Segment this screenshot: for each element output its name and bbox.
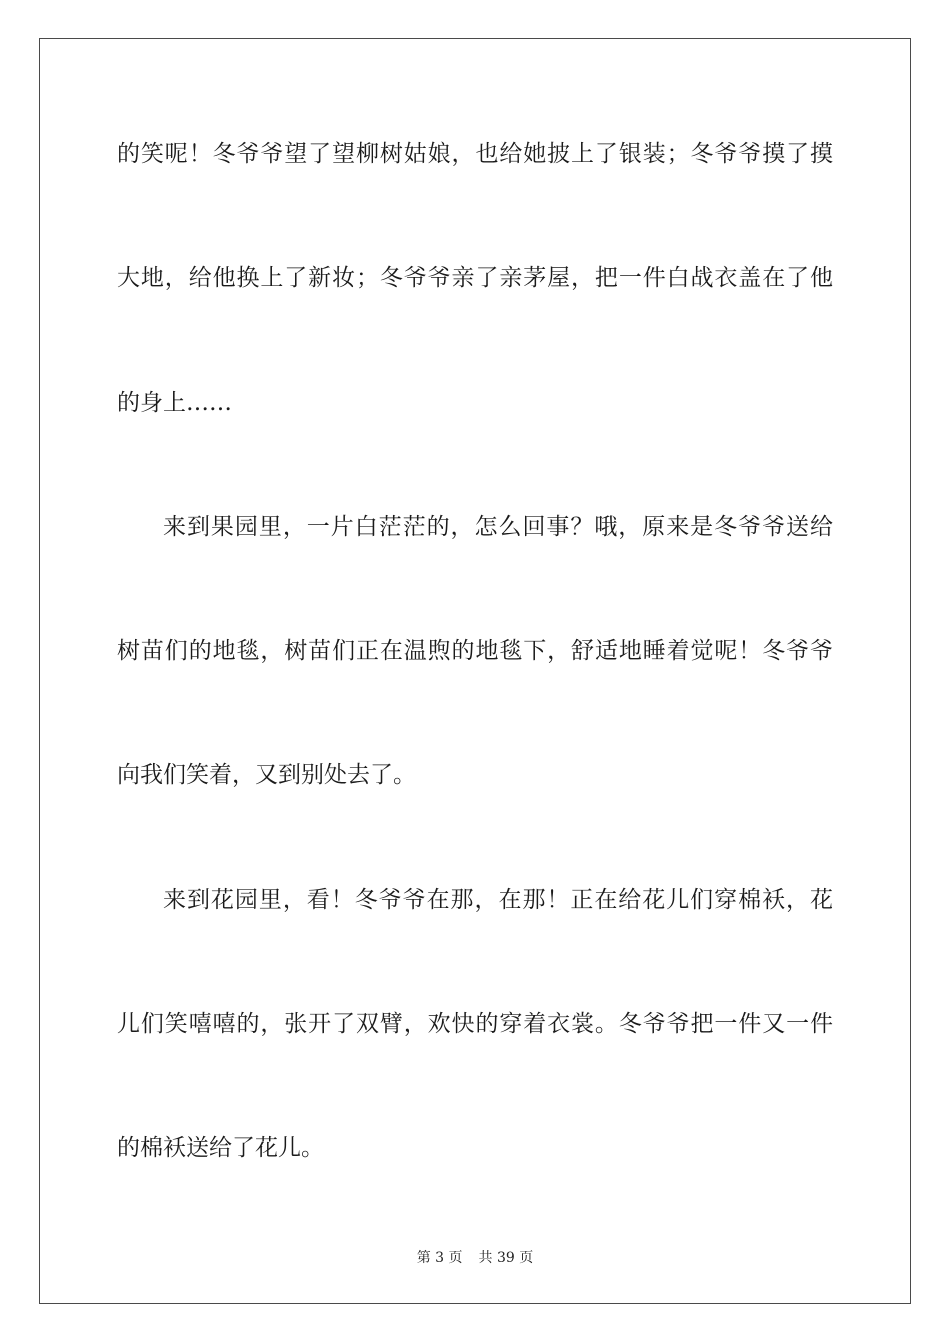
page-total: 共 39 页 (478, 1250, 534, 1266)
paragraph-line: 的身上…… (117, 389, 232, 416)
paragraph-line: 的笑呢！冬爷爷望了望柳树姑娘，也给她披上了银装；冬爷爷摸了摸 (117, 141, 833, 167)
paragraph-line: 的棉袄送给了花儿。 (117, 1135, 324, 1162)
document-body (117, 123, 833, 1242)
paragraph-line: 儿们笑嘻嘻的，张开了双臂，欢快的穿着衣裳。冬爷爷把一件又一件 (117, 1011, 833, 1038)
page-number: 第 3 页 (416, 1250, 463, 1266)
paragraph-line: 大地，给他换上了新妆；冬爷爷亲了亲茅屋，把一件白战衣盖在了他 (117, 265, 833, 292)
paragraph-line: 树苗们的地毯，树苗们正在温煦的地毯下，舒适地睡着觉呢！冬爷爷 (117, 638, 833, 665)
paragraph-line: 来到花园里，看！冬爷爷在那，在那！正在给花儿们穿棉袄，花 (163, 886, 833, 913)
paragraph-line: 向我们笑着，又到别处去了。 (117, 762, 416, 789)
page-footer (0, 1247, 950, 1267)
paragraph-line: 来到果园里，一片白茫茫的，怎么回事？哦，原来是冬爷爷送给 (163, 513, 833, 540)
